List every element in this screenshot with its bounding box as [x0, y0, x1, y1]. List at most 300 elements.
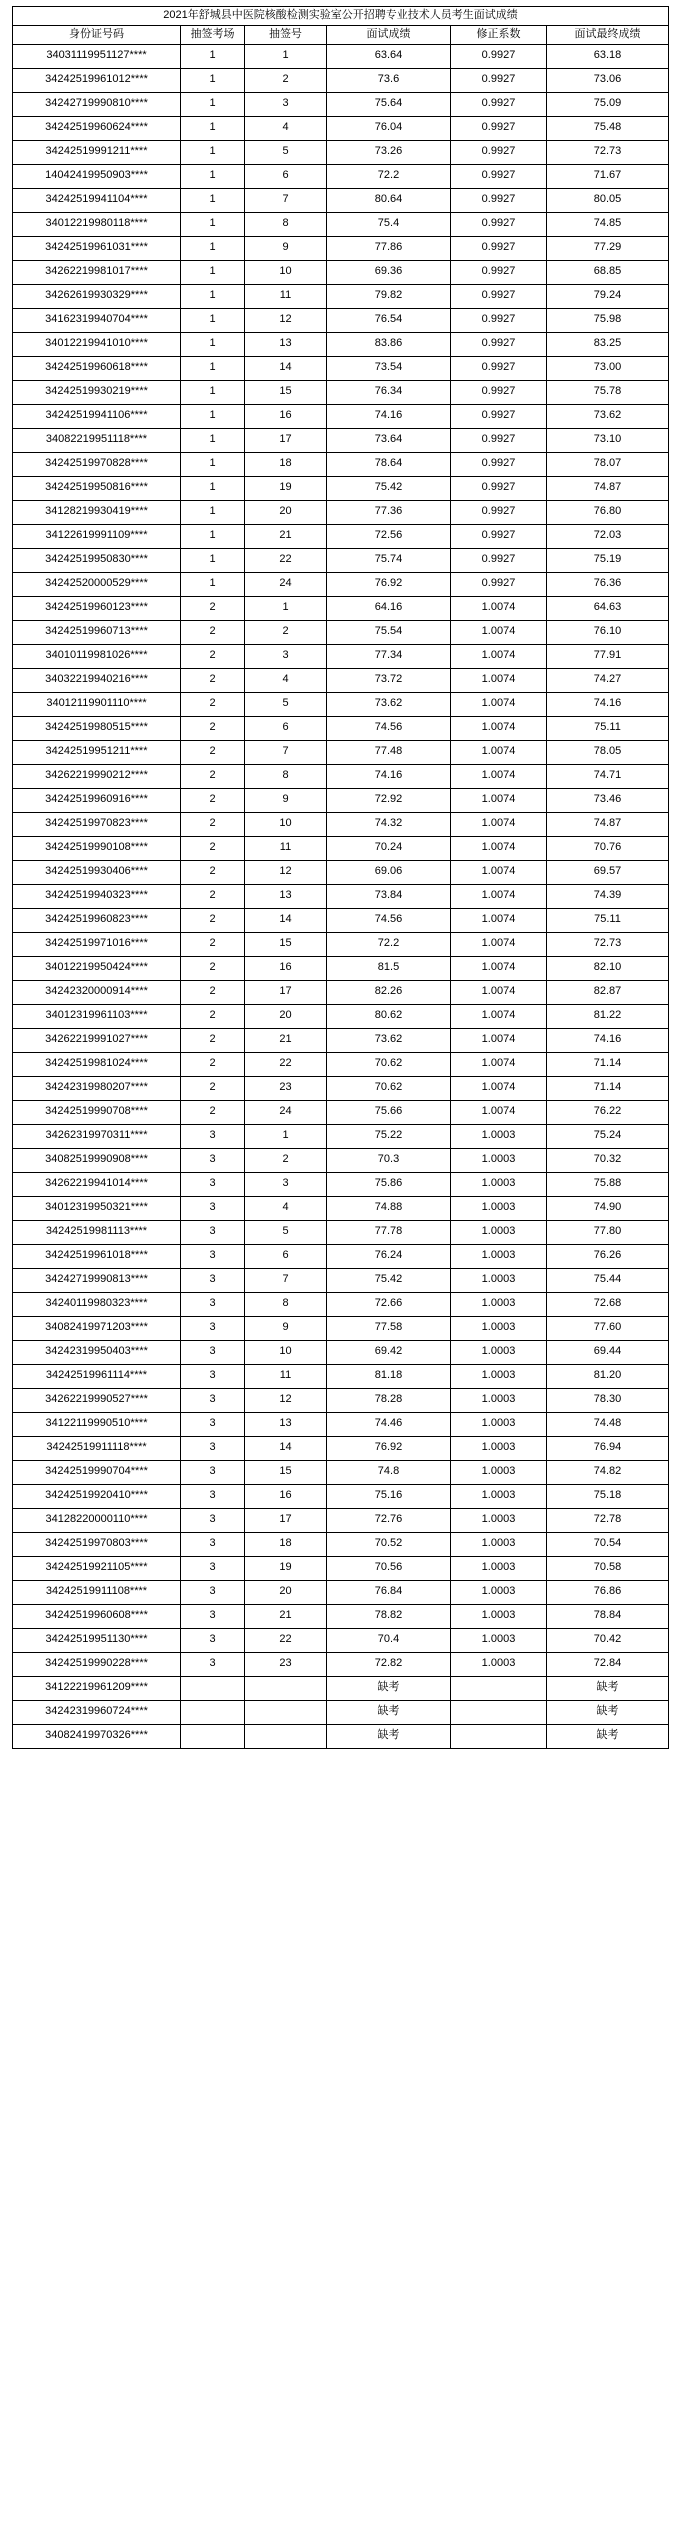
table-row [13, 212, 669, 236]
coefficient: 1.0003 [451, 1340, 547, 1364]
draw-number: 4 [245, 1196, 327, 1220]
candidate-id: 34082419971203**** [13, 1316, 181, 1340]
table-row [13, 1652, 669, 1676]
candidate-id: 34242519960123**** [13, 596, 181, 620]
interview-score: 76.24 [327, 1244, 451, 1268]
final-score: 75.98 [547, 308, 669, 332]
table-row [13, 164, 669, 188]
interview-score: 75.42 [327, 476, 451, 500]
candidate-id: 34012119901110**** [13, 692, 181, 716]
final-score: 76.94 [547, 1436, 669, 1460]
exam-room: 3 [181, 1148, 245, 1172]
table-row [13, 1124, 669, 1148]
draw-number: 20 [245, 1580, 327, 1604]
table-row [13, 1628, 669, 1652]
interview-score: 74.16 [327, 764, 451, 788]
final-score: 77.91 [547, 644, 669, 668]
table-row [13, 404, 669, 428]
final-score: 68.85 [547, 260, 669, 284]
interview-score: 81.5 [327, 956, 451, 980]
draw-number: 7 [245, 1268, 327, 1292]
coefficient: 1.0074 [451, 836, 547, 860]
final-score: 74.87 [547, 812, 669, 836]
final-score: 81.20 [547, 1364, 669, 1388]
candidate-id: 34242319950403**** [13, 1340, 181, 1364]
candidate-id: 34242519961018**** [13, 1244, 181, 1268]
table-row [13, 1076, 669, 1100]
draw-number: 6 [245, 1244, 327, 1268]
final-score: 69.57 [547, 860, 669, 884]
interview-score: 77.78 [327, 1220, 451, 1244]
table-row [13, 1364, 669, 1388]
exam-room: 2 [181, 1052, 245, 1076]
exam-room: 2 [181, 812, 245, 836]
draw-number: 9 [245, 236, 327, 260]
coefficient: 1.0074 [451, 812, 547, 836]
table-row [13, 260, 669, 284]
table-row [13, 1556, 669, 1580]
table-row [13, 356, 669, 380]
coefficient: 0.9927 [451, 476, 547, 500]
candidate-id: 34010119981026**** [13, 644, 181, 668]
coefficient: 1.0074 [451, 596, 547, 620]
table-row [13, 44, 669, 68]
candidate-id: 34082519990908**** [13, 1148, 181, 1172]
final-score: 75.09 [547, 92, 669, 116]
draw-number: 22 [245, 1628, 327, 1652]
coefficient: 1.0003 [451, 1508, 547, 1532]
exam-room: 2 [181, 1100, 245, 1124]
draw-number: 15 [245, 1460, 327, 1484]
table-row [13, 812, 669, 836]
coefficient: 1.0003 [451, 1244, 547, 1268]
interview-score: 72.76 [327, 1508, 451, 1532]
draw-number [245, 1676, 327, 1700]
candidate-id: 34242519981113**** [13, 1220, 181, 1244]
coefficient: 0.9927 [451, 236, 547, 260]
exam-room: 1 [181, 92, 245, 116]
table-row [13, 932, 669, 956]
coefficient: 0.9927 [451, 44, 547, 68]
final-score: 83.25 [547, 332, 669, 356]
table-row [13, 116, 669, 140]
coefficient: 1.0003 [451, 1412, 547, 1436]
candidate-id: 34242519951211**** [13, 740, 181, 764]
draw-number [245, 1724, 327, 1748]
draw-number: 21 [245, 1604, 327, 1628]
interview-score: 73.72 [327, 668, 451, 692]
draw-number: 22 [245, 1052, 327, 1076]
coefficient: 1.0003 [451, 1484, 547, 1508]
draw-number: 18 [245, 452, 327, 476]
final-score: 75.88 [547, 1172, 669, 1196]
draw-number: 11 [245, 1364, 327, 1388]
final-score: 70.54 [547, 1532, 669, 1556]
final-score: 82.10 [547, 956, 669, 980]
coefficient: 0.9927 [451, 140, 547, 164]
exam-room: 3 [181, 1484, 245, 1508]
interview-score: 72.66 [327, 1292, 451, 1316]
final-score: 70.58 [547, 1556, 669, 1580]
table-row [13, 548, 669, 572]
draw-number: 22 [245, 548, 327, 572]
table-row [13, 500, 669, 524]
interview-score: 73.26 [327, 140, 451, 164]
coefficient: 0.9927 [451, 428, 547, 452]
column-header-interview-score: 面试成绩 [327, 25, 451, 44]
candidate-id: 34242519960618**** [13, 356, 181, 380]
interview-score: 75.86 [327, 1172, 451, 1196]
candidate-id: 34262219941014**** [13, 1172, 181, 1196]
draw-number: 23 [245, 1076, 327, 1100]
candidate-id: 34031119951127**** [13, 44, 181, 68]
coefficient: 0.9927 [451, 500, 547, 524]
coefficient [451, 1724, 547, 1748]
final-score: 72.78 [547, 1508, 669, 1532]
interview-score: 74.8 [327, 1460, 451, 1484]
interview-score: 70.56 [327, 1556, 451, 1580]
final-score: 76.10 [547, 620, 669, 644]
interview-score: 75.74 [327, 548, 451, 572]
interview-score: 74.32 [327, 812, 451, 836]
draw-number: 12 [245, 860, 327, 884]
final-score: 72.03 [547, 524, 669, 548]
candidate-id: 34242519991211**** [13, 140, 181, 164]
interview-score: 72.2 [327, 164, 451, 188]
exam-room: 3 [181, 1172, 245, 1196]
draw-number: 10 [245, 812, 327, 836]
table-row [13, 836, 669, 860]
coefficient: 1.0003 [451, 1124, 547, 1148]
table-row [13, 1292, 669, 1316]
candidate-id: 34242519921105**** [13, 1556, 181, 1580]
exam-room: 3 [181, 1316, 245, 1340]
exam-room: 1 [181, 44, 245, 68]
candidate-id: 34128219930419**** [13, 500, 181, 524]
exam-room: 2 [181, 1028, 245, 1052]
exam-room: 3 [181, 1628, 245, 1652]
exam-room: 3 [181, 1196, 245, 1220]
draw-number: 1 [245, 1124, 327, 1148]
column-header-final-score: 面试最终成绩 [547, 25, 669, 44]
table-row [13, 1340, 669, 1364]
candidate-id: 34012319950321**** [13, 1196, 181, 1220]
coefficient: 0.9927 [451, 212, 547, 236]
table-row [13, 1700, 669, 1724]
exam-room [181, 1676, 245, 1700]
exam-room: 2 [181, 908, 245, 932]
table-row [13, 956, 669, 980]
exam-room: 2 [181, 836, 245, 860]
table-header-row [13, 25, 669, 44]
final-score: 82.87 [547, 980, 669, 1004]
interview-score: 70.3 [327, 1148, 451, 1172]
interview-score: 72.2 [327, 932, 451, 956]
coefficient: 1.0074 [451, 764, 547, 788]
coefficient: 1.0074 [451, 980, 547, 1004]
table-row [13, 1436, 669, 1460]
candidate-id: 34262219981017**** [13, 260, 181, 284]
candidate-id: 34242519950816**** [13, 476, 181, 500]
interview-score: 80.62 [327, 1004, 451, 1028]
table-row [13, 188, 669, 212]
draw-number: 4 [245, 116, 327, 140]
draw-number: 12 [245, 308, 327, 332]
table-row [13, 692, 669, 716]
candidate-id: 34242519930219**** [13, 380, 181, 404]
draw-number: 1 [245, 44, 327, 68]
interview-score: 70.52 [327, 1532, 451, 1556]
exam-room: 3 [181, 1244, 245, 1268]
interview-score: 78.64 [327, 452, 451, 476]
coefficient: 1.0003 [451, 1580, 547, 1604]
final-score: 74.82 [547, 1460, 669, 1484]
draw-number: 3 [245, 1172, 327, 1196]
candidate-id: 34242519951130**** [13, 1628, 181, 1652]
table-row [13, 1244, 669, 1268]
final-score: 75.11 [547, 908, 669, 932]
table-row [13, 1028, 669, 1052]
draw-number: 19 [245, 1556, 327, 1580]
final-score: 81.22 [547, 1004, 669, 1028]
coefficient [451, 1700, 547, 1724]
candidate-id: 34242519941104**** [13, 188, 181, 212]
interview-score: 75.22 [327, 1124, 451, 1148]
draw-number: 6 [245, 716, 327, 740]
candidate-id: 34242519990708**** [13, 1100, 181, 1124]
exam-room: 3 [181, 1220, 245, 1244]
interview-score: 77.34 [327, 644, 451, 668]
coefficient: 1.0074 [451, 1076, 547, 1100]
draw-number: 5 [245, 140, 327, 164]
candidate-id: 14042419950903**** [13, 164, 181, 188]
interview-score: 76.92 [327, 572, 451, 596]
candidate-id: 34242519940323**** [13, 884, 181, 908]
final-score: 76.80 [547, 500, 669, 524]
exam-room: 1 [181, 476, 245, 500]
candidate-id: 34262619930329**** [13, 284, 181, 308]
table-row [13, 740, 669, 764]
interview-score: 63.64 [327, 44, 451, 68]
draw-number: 21 [245, 1028, 327, 1052]
table-row [13, 1580, 669, 1604]
draw-number: 3 [245, 92, 327, 116]
interview-score: 缺考 [327, 1700, 451, 1724]
table-row [13, 1724, 669, 1748]
coefficient: 1.0074 [451, 932, 547, 956]
exam-room: 1 [181, 236, 245, 260]
table-row [13, 92, 669, 116]
column-header-coefficient: 修正系数 [451, 25, 547, 44]
exam-room: 1 [181, 308, 245, 332]
coefficient: 1.0003 [451, 1148, 547, 1172]
final-score: 72.73 [547, 932, 669, 956]
coefficient: 1.0003 [451, 1196, 547, 1220]
exam-room: 2 [181, 788, 245, 812]
draw-number: 2 [245, 68, 327, 92]
final-score: 72.84 [547, 1652, 669, 1676]
table-row [13, 284, 669, 308]
table-row [13, 1196, 669, 1220]
table-row [13, 332, 669, 356]
table-row [13, 428, 669, 452]
exam-room: 1 [181, 500, 245, 524]
interview-score: 78.82 [327, 1604, 451, 1628]
final-score: 76.22 [547, 1100, 669, 1124]
final-score: 76.26 [547, 1244, 669, 1268]
interview-score: 74.46 [327, 1412, 451, 1436]
candidate-id: 34240119980323**** [13, 1292, 181, 1316]
final-score: 缺考 [547, 1724, 669, 1748]
draw-number: 5 [245, 1220, 327, 1244]
draw-number: 7 [245, 740, 327, 764]
coefficient: 1.0074 [451, 956, 547, 980]
draw-number: 7 [245, 188, 327, 212]
interview-score: 69.42 [327, 1340, 451, 1364]
interview-score: 74.88 [327, 1196, 451, 1220]
interview-score: 73.54 [327, 356, 451, 380]
exam-room: 3 [181, 1652, 245, 1676]
coefficient: 0.9927 [451, 284, 547, 308]
candidate-id: 34242519920410**** [13, 1484, 181, 1508]
table-row [13, 1484, 669, 1508]
draw-number: 20 [245, 1004, 327, 1028]
interview-score: 72.92 [327, 788, 451, 812]
coefficient: 0.9927 [451, 404, 547, 428]
draw-number: 8 [245, 1292, 327, 1316]
coefficient: 0.9927 [451, 116, 547, 140]
draw-number: 18 [245, 1532, 327, 1556]
exam-room: 2 [181, 740, 245, 764]
interview-score: 76.34 [327, 380, 451, 404]
exam-room: 1 [181, 164, 245, 188]
interview-score: 76.04 [327, 116, 451, 140]
coefficient: 1.0003 [451, 1628, 547, 1652]
column-header-id: 身份证号码 [13, 25, 181, 44]
coefficient: 1.0003 [451, 1604, 547, 1628]
final-score: 75.11 [547, 716, 669, 740]
interview-score: 77.36 [327, 500, 451, 524]
interview-score: 79.82 [327, 284, 451, 308]
table-row [13, 764, 669, 788]
exam-room: 1 [181, 524, 245, 548]
draw-number: 15 [245, 380, 327, 404]
exam-room: 2 [181, 1076, 245, 1100]
candidate-id: 34262319970311**** [13, 1124, 181, 1148]
candidate-id: 34262219990212**** [13, 764, 181, 788]
table-row [13, 1532, 669, 1556]
final-score: 76.86 [547, 1580, 669, 1604]
candidate-id: 34012219941010**** [13, 332, 181, 356]
final-score: 74.27 [547, 668, 669, 692]
interview-score: 73.84 [327, 884, 451, 908]
final-score: 75.19 [547, 548, 669, 572]
exam-room: 3 [181, 1532, 245, 1556]
draw-number: 2 [245, 1148, 327, 1172]
exam-room: 1 [181, 572, 245, 596]
final-score: 78.84 [547, 1604, 669, 1628]
coefficient: 1.0003 [451, 1172, 547, 1196]
exam-room: 2 [181, 644, 245, 668]
draw-number: 11 [245, 836, 327, 860]
table-row [13, 1172, 669, 1196]
interview-score: 69.36 [327, 260, 451, 284]
interview-score: 70.62 [327, 1076, 451, 1100]
exam-room: 3 [181, 1340, 245, 1364]
table-row [13, 1220, 669, 1244]
interview-score: 75.16 [327, 1484, 451, 1508]
table-row [13, 1148, 669, 1172]
draw-number: 17 [245, 980, 327, 1004]
candidate-id: 34242320000914**** [13, 980, 181, 1004]
candidate-id: 34242519911108**** [13, 1580, 181, 1604]
final-score: 63.18 [547, 44, 669, 68]
exam-room: 3 [181, 1460, 245, 1484]
coefficient: 0.9927 [451, 524, 547, 548]
coefficient: 1.0003 [451, 1652, 547, 1676]
draw-number: 2 [245, 620, 327, 644]
table-row [13, 860, 669, 884]
exam-room: 1 [181, 140, 245, 164]
candidate-id: 34262219990527**** [13, 1388, 181, 1412]
table-row [13, 308, 669, 332]
candidate-id: 34122219961209**** [13, 1676, 181, 1700]
coefficient: 1.0074 [451, 788, 547, 812]
exam-room: 2 [181, 884, 245, 908]
exam-room: 1 [181, 428, 245, 452]
coefficient: 1.0074 [451, 884, 547, 908]
coefficient: 1.0074 [451, 692, 547, 716]
draw-number: 8 [245, 764, 327, 788]
final-score: 74.16 [547, 692, 669, 716]
final-score: 69.44 [547, 1340, 669, 1364]
draw-number: 16 [245, 956, 327, 980]
candidate-id: 34012319961103**** [13, 1004, 181, 1028]
exam-room: 2 [181, 764, 245, 788]
interview-score: 83.86 [327, 332, 451, 356]
draw-number: 6 [245, 164, 327, 188]
interview-score: 76.92 [327, 1436, 451, 1460]
coefficient: 1.0074 [451, 644, 547, 668]
coefficient: 0.9927 [451, 164, 547, 188]
candidate-id: 34032219940216**** [13, 668, 181, 692]
candidate-id: 34082219951118**** [13, 428, 181, 452]
table-row [13, 644, 669, 668]
table-row [13, 1316, 669, 1340]
table-row [13, 1508, 669, 1532]
coefficient: 1.0074 [451, 1100, 547, 1124]
table-row [13, 596, 669, 620]
exam-room: 3 [181, 1580, 245, 1604]
exam-room: 1 [181, 68, 245, 92]
coefficient: 0.9927 [451, 356, 547, 380]
coefficient: 0.9927 [451, 548, 547, 572]
final-score: 77.60 [547, 1316, 669, 1340]
coefficient: 1.0003 [451, 1316, 547, 1340]
interview-score: 缺考 [327, 1676, 451, 1700]
final-score: 74.39 [547, 884, 669, 908]
exam-room: 3 [181, 1124, 245, 1148]
draw-number: 24 [245, 1100, 327, 1124]
interview-score: 73.62 [327, 1028, 451, 1052]
candidate-id: 34242519961114**** [13, 1364, 181, 1388]
draw-number: 4 [245, 668, 327, 692]
exam-room: 1 [181, 116, 245, 140]
column-header-number: 抽签号 [245, 25, 327, 44]
coefficient: 1.0003 [451, 1532, 547, 1556]
table-row [13, 572, 669, 596]
table-row [13, 1004, 669, 1028]
